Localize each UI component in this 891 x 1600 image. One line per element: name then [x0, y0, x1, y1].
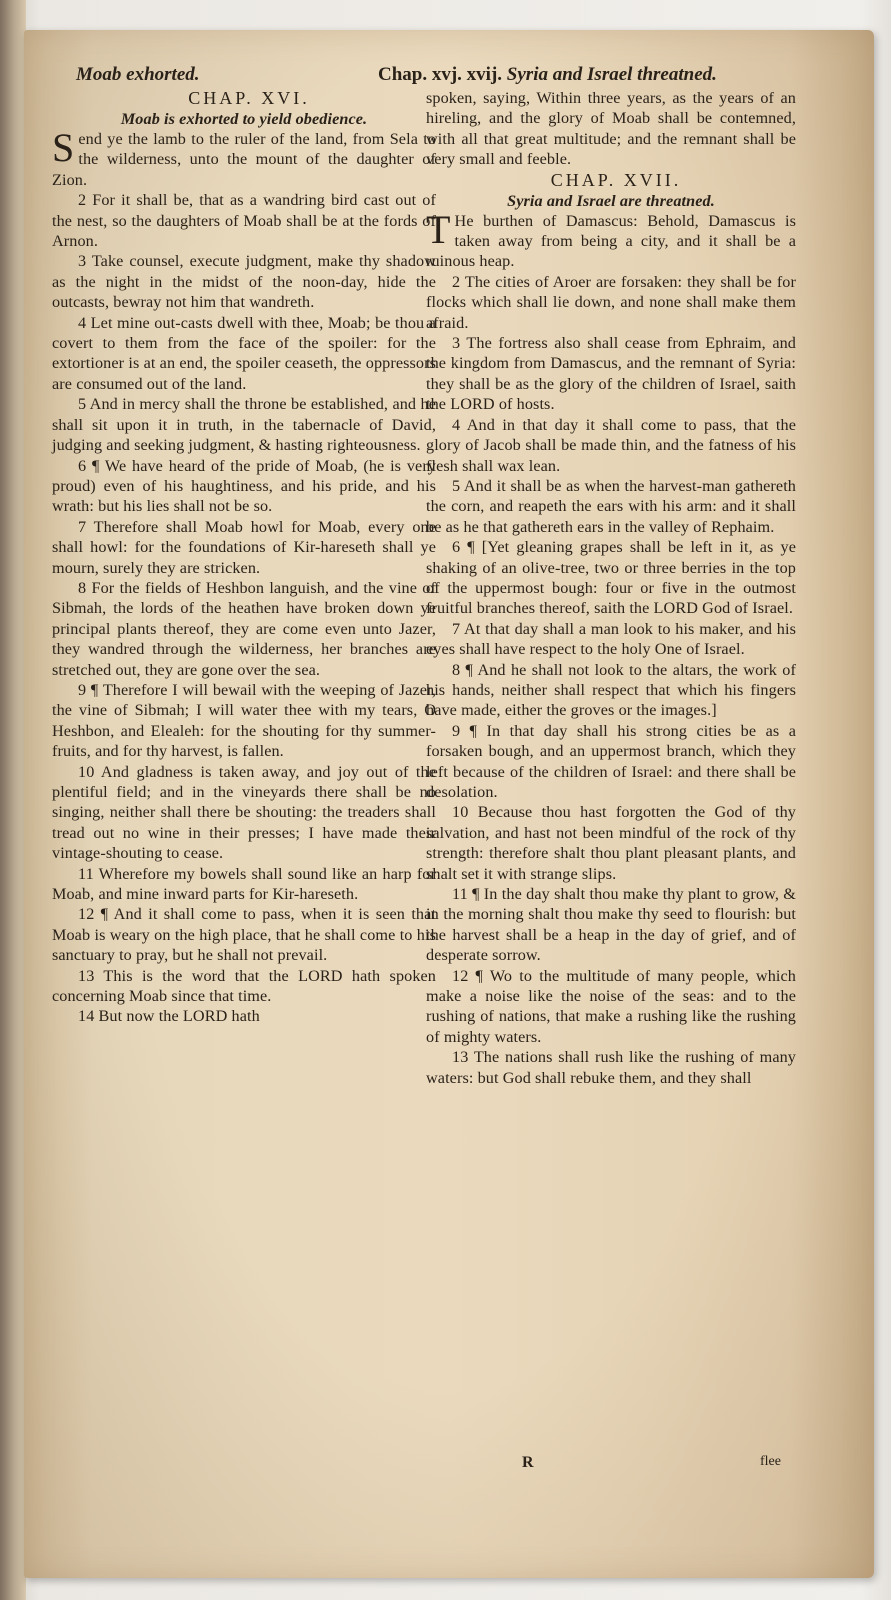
verse-11: 11 Wherefore my bowels shall sound like an harp for Moab, and mine inward parts for Kir-hareseth. [52, 864, 436, 904]
drop-cap: T [426, 206, 451, 252]
verse-10: 10 And gladness is taken away, and joy out of the plentiful field; and in the vineyards there shall be no singing, neither shall there be shouting: the treaders shall tread out no wine in their presses; I have made their vintage-shouting to cease. [52, 762, 436, 863]
left-column [52, 88, 436, 1027]
verse-9: 9 ¶ Therefore I will bewail with the weeping of Jazer, the vine of Sibmah; I will water thee with my tears, O Heshbon, and Elealeh: for the shouting for thy summer-fruits, and for thy harvest, is fallen. [52, 680, 436, 761]
chapter-summary-xvii: Syria and Israel are threatned. [507, 191, 715, 210]
verse-2: 2 The cities of Aroer are forsaken: they shall be for flocks which shall lie down, and none shall make them afraid. [426, 272, 796, 332]
verse-text: end ye the lamb to the ruler of the land, from Sela to the wilderness, unto the mount of the daughter of Zion. [52, 130, 436, 189]
catchword: flee [760, 1454, 781, 1469]
header-left-title: Moab exhorted. [76, 64, 200, 85]
verse-1 [52, 125, 436, 190]
verse-text: He burthen of Damascus: Behold, Damascus is taken away from being a city, and it shall be a ruinous heap. [426, 211, 796, 271]
verse-8: 8 For the fields of Heshbon languish, and the vine of Sibmah, the lords of the heathen have broken down ye principal plants thereof, they are come even unto Jazer, they wandred through the wilderness, her branches are stretched out, they are gone over the sea. [52, 578, 436, 679]
verse-4: 4 And in that day it shall come to pass, that the glory of Jacob shall be made thin, and the fatness of his flesh shall wax lean. [426, 415, 796, 475]
drop-cap: S [52, 125, 75, 170]
chapter-heading-xvii: CHAP. XVII. [550, 169, 682, 190]
verse-5: 5 And it shall be as when the harvest-man gathereth the corn, and reapeth the ears with his arm: and it shall be as he that gathereth ears in the valley of Rephaim. [426, 476, 796, 536]
verse-7: 7 Therefore shall Moab howl for Moab, every one shall howl: for the foundations of Kir-hareseth shall ye mourn, surely they are stricken. [52, 517, 436, 577]
verse-14: 14 But now the LORD hath [78, 1007, 260, 1026]
book-spine-edge [0, 0, 26, 1600]
verse-5: 5 And in mercy shall the throne be established, and he shall sit upon it in truth, in the tabernacle of David, judging and seeking judgment, & hasting righteousness. [52, 395, 436, 455]
chapter-summary-xvi: Moab is exhorted to yield obedience. [120, 110, 368, 128]
verse-13: 13 This is the word that the LORD hath spoken concerning Moab since that time. [52, 966, 436, 1006]
verse-8: 8 ¶ And he shall not look to the altars, the work of his hands, neither shall respect that which his fingers have made, either the groves or the images.] [426, 660, 796, 720]
verse-6: 6 ¶ We have heard of the pride of Moab, (he is very proud) even of his haughtiness, and his pride, and his wrath: but his lies shall not be so. [52, 456, 436, 516]
right-column [426, 88, 796, 1088]
chapter-heading-xvi: CHAP. XVI. [188, 88, 310, 108]
running-header [68, 58, 812, 88]
signature-mark: R [522, 1454, 534, 1471]
verse-13: 13 The nations shall rush like the rushing of many waters: but God shall rebuke them, and they shall [426, 1048, 796, 1087]
verse-7: 7 At that day shall a man look to his maker, and his eyes shall have respect to the holy One of Israel. [426, 619, 796, 659]
verse-6: 6 ¶ [Yet gleaning grapes shall be left in it, as ye shaking of an olive-tree, two or three berries in the top of the uppermost bough: four or five in the outmost fruitful branches thereof, saith the LORD God of Israel. [426, 538, 796, 618]
verse-11: 11 ¶ In the day shalt thou make thy plant to grow, & in the morning shalt thou make thy seed to flourish: but the harvest shall be a heap in the day of grief, and of desperate sorrow. [426, 885, 796, 965]
verse-2: 2 For it shall be, that as a wandring bird cast out of the nest, so the daughters of Moab shall be at the fords of Arnon. [52, 191, 436, 251]
verse-continuation: spoken, saying, Within three years, as the years of an hireling, and the glory of Moab shall be contemned, with all that great multitude; and the remnant shall be very small and feeble. [426, 89, 796, 169]
verse-9: 9 ¶ In that day shall his strong cities be as a forsaken bough, and an uppermost branch, which they left because of the children of Israel: and there shall be desolation. [426, 721, 796, 801]
header-chapter-range: Chap. xvj. xvij. [378, 64, 503, 85]
verse-4: 4 Let mine out-casts dwell with thee, Moab; be thou a covert to them from the face of the spoiler: for the extortioner is at an end, the spoiler ceaseth, the oppressors are consumed out of the land. [52, 313, 436, 393]
verse-1 [426, 206, 796, 272]
book-page [24, 30, 874, 1578]
header-right-title: Syria and Israel threatned. [506, 64, 717, 85]
header-right [378, 64, 717, 86]
verse-3: 3 Take counsel, execute judgment, make thy shadow as the night in the midst of the noon-day, hide the outcasts, bewray not him that wandreth. [52, 252, 436, 312]
verse-10: 10 Because thou hast forgotten the God of thy salvation, and hast not been mindful of the rock of thy strength: therefore shalt thou plant pleasant plants, and shalt set it with strange slips. [426, 803, 796, 883]
verse-3: 3 The fortress also shall cease from Ephraim, and the kingdom from Damascus, and the remnant of Syria: they shall be as the glory of the children of Israel, saith the LORD of hosts. [426, 334, 796, 414]
verse-12: 12 ¶ Wo to the multitude of many people, which make a noise like the noise of the seas: and to the rushing of nations, that make a rushing like the rushing of mighty waters. [426, 966, 796, 1046]
verse-12: 12 ¶ And it shall come to pass, when it is seen that Moab is weary on the high place, that he shall come to his sanctuary to pray, but he shall not prevail. [52, 905, 436, 965]
